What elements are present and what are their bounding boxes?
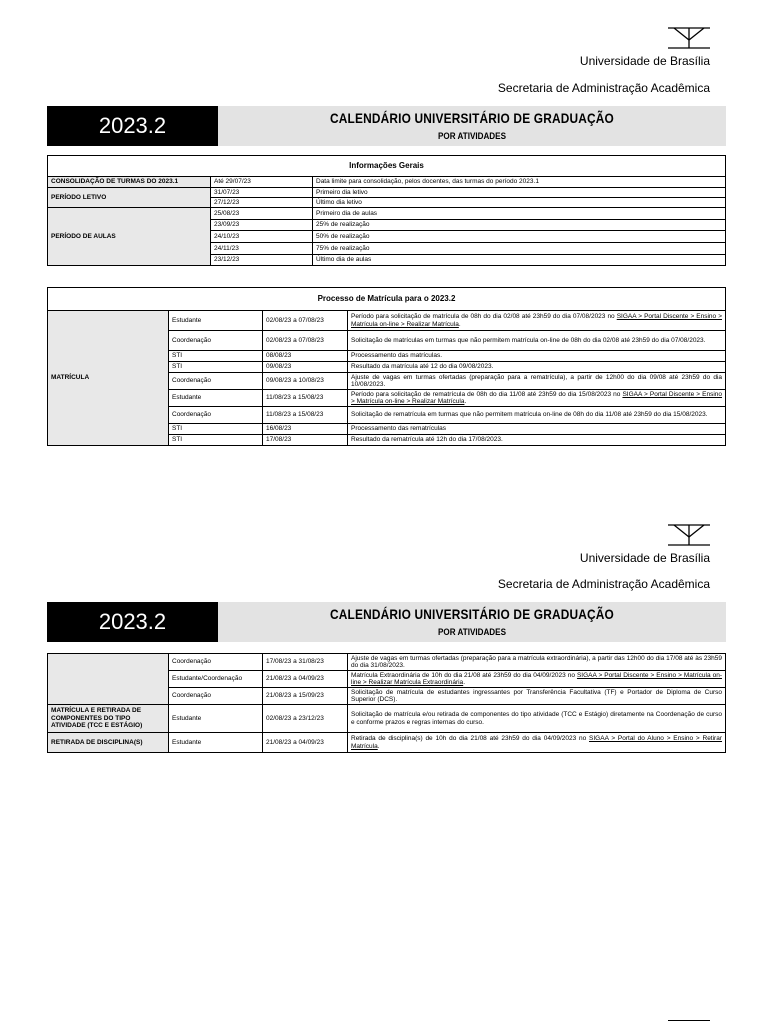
info-table: [47, 155, 726, 266]
table-cell-date: 31/07/23: [211, 188, 313, 198]
table-cell-desc: Ajuste de vagas em turmas ofertadas (preparação para a matrícula extraordinária), a partir das 12h00 do dia 17/08 até às 23h59 do dia 31/08/2023.: [348, 654, 726, 671]
table-cell-who: STI: [169, 362, 263, 373]
table-cell-desc: 25% de realização: [313, 220, 726, 231]
row-label-aulas: PERÍODO DE AULAS: [48, 208, 211, 266]
semester-label: 2023.2: [47, 106, 218, 146]
table-cell-date: 21/08/23 a 04/09/23: [263, 671, 348, 688]
table-cell-date: 23/09/23: [211, 220, 313, 231]
sigaa-link[interactable]: SIGAA > Portal Discente > Ensino > Matrícula on-line > Realizar Matrícula: [351, 390, 723, 405]
row-label-consolidacao: CONSOLIDAÇÃO DE TURMAS DO 2023.1: [48, 177, 211, 188]
matricula-table-title: Processo de Matrícula para o 2023.2: [48, 288, 726, 311]
table-cell-who: STI: [169, 351, 263, 362]
row-label-empty: [48, 654, 169, 705]
table-cell-who: Coordenação: [169, 407, 263, 424]
table-cell-desc: Primeiro dia letivo: [313, 188, 726, 198]
table-cell-date: 24/11/23: [211, 243, 313, 255]
table-cell-date: 02/08/23 a 23/12/23: [263, 705, 348, 733]
title-banner: [47, 106, 726, 146]
table-cell-desc: Solicitação de matrícula de estudantes ingressantes por Transferência Facultativa (TF) e Portador de Diploma de Curso Superior (DCS).: [348, 688, 726, 705]
table-cell-desc: Processamento das rematrículas: [348, 424, 726, 435]
table-cell-who: STI: [169, 435, 263, 446]
table-cell-date: 08/08/23: [263, 351, 348, 362]
table-cell-date: 11/08/23 a 15/08/23: [263, 407, 348, 424]
calendar-title: CALENDÁRIO UNIVERSITÁRIO DE GRADUAÇÃO: [330, 110, 614, 126]
table-cell-desc: Primeiro dia de aulas: [313, 208, 726, 220]
info-table-title: Informações Gerais: [48, 156, 726, 177]
table-cell-who: Estudante: [169, 733, 263, 753]
table-cell-who: Estudante: [169, 311, 263, 331]
row-label-matricula: MATRÍCULA: [48, 311, 169, 446]
table-cell-who: Estudante/Coordenação: [169, 671, 263, 688]
next-page-logo-icon: [668, 1020, 710, 1025]
table-cell-date: 21/08/23 a 04/09/23: [263, 733, 348, 753]
table-cell-date: 16/08/23: [263, 424, 348, 435]
university-name: Universidade de Brasília: [579, 551, 710, 565]
secretariat-name: Secretaria de Administração Acadêmica: [497, 577, 710, 591]
table-cell-desc: Solicitação de matrículas em turmas que não permitem matrícula on-line de 08h do dia 02/08 até 23h59 do dia 07/08/2023.: [348, 331, 726, 351]
table-cell-desc: Data limite para consolidação, pelos docentes, das turmas do período 2023.1: [313, 177, 726, 188]
calendar-title: CALENDÁRIO UNIVERSITÁRIO DE GRADUAÇÃO: [330, 606, 614, 622]
unb-logo-icon: [668, 524, 710, 546]
table-cell-date: 17/08/23: [263, 435, 348, 446]
table-cell-who: Estudante: [169, 390, 263, 407]
table-cell-who: Coordenação: [169, 688, 263, 705]
table-cell-desc: Processamento das matrículas.: [348, 351, 726, 362]
table-cell-desc: Ajuste de vagas em turmas ofertadas (preparação para a rematrícula), a partir de 12h00 do dia 09/08 até 23h59 do dia 10/08/2023.: [348, 373, 726, 390]
table-cell-desc: Solicitação de matrícula e/ou retirada de componentes do tipo atividade (TCC e Estágio) diretamente na Coordenação de curso e conforme prazos e regras internas do curso.: [348, 705, 726, 733]
table-cell-date: Até 29/07/23: [211, 177, 313, 188]
table-cell-desc: Último dia letivo: [313, 198, 726, 208]
table-cell-date: 27/12/23: [211, 198, 313, 208]
sigaa-link[interactable]: SIGAA > Portal do Aluno > Ensino > Retirar Matrícula: [351, 735, 723, 750]
table-cell-date: 25/08/23: [211, 208, 313, 220]
table-cell-date: 24/10/23: [211, 231, 313, 243]
calendar-subtitle: POR ATIVIDADES: [438, 131, 506, 141]
university-name: Universidade de Brasília: [579, 54, 710, 68]
table-cell-date: 09/08/23 a 10/08/23: [263, 373, 348, 390]
table-cell-who: Coordenação: [169, 654, 263, 671]
table-cell-who: Coordenação: [169, 373, 263, 390]
title-banner: [47, 602, 726, 642]
table-cell-date: 09/08/23: [263, 362, 348, 373]
table-cell-desc: Retirada de disciplina(s) de 10h do dia 21/08 até 23h59 do dia 04/09/2023 no SIGAA > Portal do Aluno > Ensino > Retirar Matrícula.: [348, 733, 726, 753]
table-cell-desc: Resultado da rematrícula até 12h do dia 17/08/2023.: [348, 435, 726, 446]
calendar-subtitle: POR ATIVIDADES: [438, 627, 506, 637]
matricula-continuation-table: [47, 653, 726, 753]
table-cell-desc: Matrícula Extraordinária de 10h do dia 21/08 até 23h59 do dia 04/09/2023 no SIGAA > Portal Discente > Ensino > Matrícula on-line > Realizar Matrícula Extraordinária.: [348, 671, 726, 688]
table-cell-date: 02/08/23 a 07/08/23: [263, 311, 348, 331]
row-label-letivo: PERÍODO LETIVO: [48, 188, 211, 208]
table-cell-desc: Período para solicitação de matrícula de 08h do dia 02/08 até 23h59 do dia 07/08/2023 no SIGAA > Portal Discente > Ensino > Matrícula on-line > Realizar Matrícula.: [348, 311, 726, 331]
table-cell-who: Estudante: [169, 705, 263, 733]
table-cell-desc: 50% de realização: [313, 231, 726, 243]
sigaa-link[interactable]: SIGAA > Portal Discente > Ensino > Matrícula on-line > Realizar Matrícula Extraordinária: [351, 671, 722, 686]
table-cell-date: 02/08/23 a 07/08/23: [263, 331, 348, 351]
table-cell-date: 17/08/23 a 31/08/23: [263, 654, 348, 671]
table-cell-desc: 75% de realização: [313, 243, 726, 255]
table-cell-desc: Solicitação de rematrícula em turmas que não permitem matrícula on-line de 08h do dia 11/08 até 23h59 do dia 15/08/2023.: [348, 407, 726, 424]
row-label-tcc: MATRÍCULA E RETIRADA DE COMPONENTES DO TIPO ATIVIDADE (TCC E ESTÁGIO): [48, 705, 169, 733]
table-cell-desc: Resultado da matrícula até 12 do dia 09/08/2023.: [348, 362, 726, 373]
table-cell-date: 21/08/23 a 15/09/23: [263, 688, 348, 705]
row-label-retirada: RETIRADA DE DISCIPLINA(S): [48, 733, 169, 753]
table-cell-date: 23/12/23: [211, 255, 313, 266]
sigaa-link[interactable]: SIGAA > Portal Discente > Ensino > Matrícula on-line > Realizar Matrícula: [351, 313, 722, 328]
unb-logo-icon: [668, 27, 710, 49]
semester-label: 2023.2: [47, 602, 218, 642]
table-cell-desc: Último dia de aulas: [313, 255, 726, 266]
secretariat-name: Secretaria de Administração Acadêmica: [497, 81, 710, 95]
matricula-table: [47, 287, 726, 446]
table-cell-who: Coordenação: [169, 331, 263, 351]
table-cell-date: 11/08/23 a 15/08/23: [263, 390, 348, 407]
table-cell-desc: Período para solicitação de rematrícula de 08h do dia 11/08 até 23h59 do dia 15/08/2023 no SIGAA > Portal Discente > Ensino > Matrícula on-line > Realizar Matrícula.: [348, 390, 726, 407]
table-cell-who: STI: [169, 424, 263, 435]
